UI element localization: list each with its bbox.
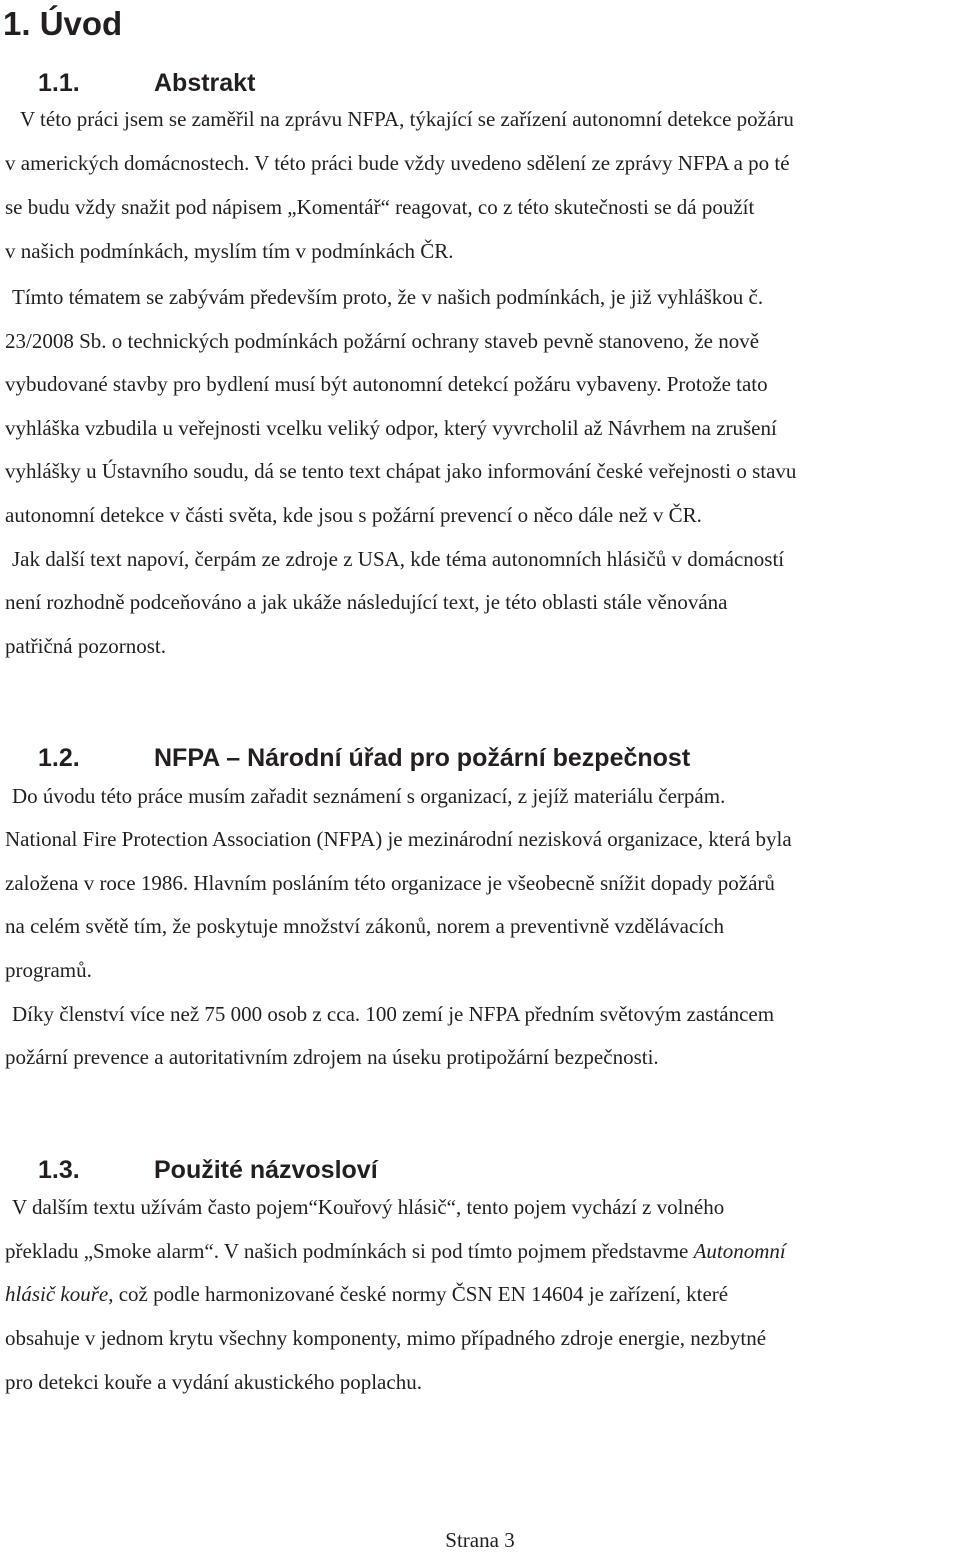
paragraph-line: v amerických domácnostech. V této práci bude vždy uvedeno sdělení ze zprávy NFPA a po té	[5, 151, 790, 175]
paragraph-line: na celém světě tím, že poskytuje množství zákonů, norem a preventivně vzdělávacích	[5, 914, 724, 938]
section-heading-nfpa	[38, 743, 690, 773]
paragraph-line: programů.	[5, 958, 92, 982]
paragraph-line: National Fire Protection Association (NFPA) je mezinárodní nezisková organizace, která byla	[5, 827, 792, 851]
paragraph-line: Díky členství více než 75 000 osob z cca. 100 zemí je NFPA předním světovým zastáncem	[12, 1002, 775, 1026]
section-number: 1.2.	[38, 744, 80, 772]
section-number: 1.3.	[38, 1156, 80, 1184]
paragraph-line: obsahuje v jednom krytu všechny komponenty, mimo případného zdroje energie, nezbytné	[5, 1326, 767, 1350]
paragraph-line	[5, 1281, 728, 1307]
chapter-heading	[3, 4, 122, 44]
paragraph-line: autonomní detekce v části světa, kde jsou s požární prevencí o něco dále než v ČR.	[5, 503, 702, 527]
paragraph-line: pro detekci kouře a vydání akustického poplachu.	[5, 1370, 422, 1394]
italic-term: Autonomní	[693, 1239, 786, 1263]
paragraph-line	[5, 1238, 786, 1264]
paragraph-line: Jak další text napoví, čerpám ze zdroje z USA, kde téma autonomních hlásičů v domácností	[12, 547, 785, 571]
paragraph-line: patřičná pozornost.	[5, 634, 166, 658]
text-run: , což podle harmonizované české normy ČSN EN 14604 je zařízení, které	[108, 1282, 729, 1306]
chapter-title: Úvod	[39, 5, 123, 42]
paragraph-line: vyhláška vzbudila u veřejnosti vcelku veliký odpor, který vyvrcholil až Návrhem na zrušení	[5, 416, 777, 440]
section-title: NFPA – Národní úřad pro požární bezpečnost	[154, 744, 691, 772]
paragraph-line: 23/2008 Sb. o technických podmínkách požární ochrany staveb pevně stanoveno, že nově	[5, 329, 760, 353]
section-heading-nazvoslovi	[38, 1155, 378, 1185]
paragraph-line: v našich podmínkách, myslím tím v podmínkách ČR.	[5, 239, 454, 263]
paragraph-line: požární prevence a autoritativním zdrojem na úseku protipožární bezpečnosti.	[5, 1045, 659, 1069]
italic-term: hlásič kouře	[5, 1282, 109, 1306]
paragraph-line: vybudované stavby pro bydlení musí být autonomní detekcí požáru vybaveny. Protože tato	[5, 372, 768, 396]
page-number: Strana 3	[445, 1528, 515, 1552]
paragraph-line: V této práci jsem se zaměřil na zprávu NFPA, týkající se zařízení autonomní detekce požáru	[20, 107, 794, 131]
text-run: překladu „Smoke alarm“. V našich podmínkách si pod tímto pojmem představme	[5, 1239, 694, 1263]
section-title: Abstrakt	[154, 69, 256, 97]
paragraph-line: Tímto tématem se zabývám především proto, že v našich podmínkách, je již vyhláškou č.	[12, 285, 764, 309]
chapter-number: 1.	[3, 5, 31, 42]
section-number: 1.1.	[38, 69, 80, 97]
paragraph-line: není rozhodně podceňováno a jak ukáže následující text, je této oblasti stále věnována	[5, 590, 728, 614]
paragraph-line: vyhlášky u Ústavního soudu, dá se tento text chápat jako informování české veřejnosti o stavu	[5, 459, 797, 483]
section-heading-abstrakt	[38, 68, 255, 98]
paragraph-line: založena v roce 1986. Hlavním posláním této organizace je všeobecně snížit dopady požárů	[5, 871, 775, 895]
paragraph-line: Do úvodu této práce musím zařadit seznámení s organizací, z jejíž materiálu čerpám.	[12, 784, 726, 808]
paragraph-line: V dalším textu užívám často pojem“Kouřový hlásič“, tento pojem vychází z volného	[12, 1195, 725, 1219]
section-title: Použité názvosloví	[154, 1156, 378, 1184]
paragraph-line: se budu vždy snažit pod nápisem „Komentář“ reagovat, co z této skutečnosti se dá použít	[5, 195, 755, 219]
